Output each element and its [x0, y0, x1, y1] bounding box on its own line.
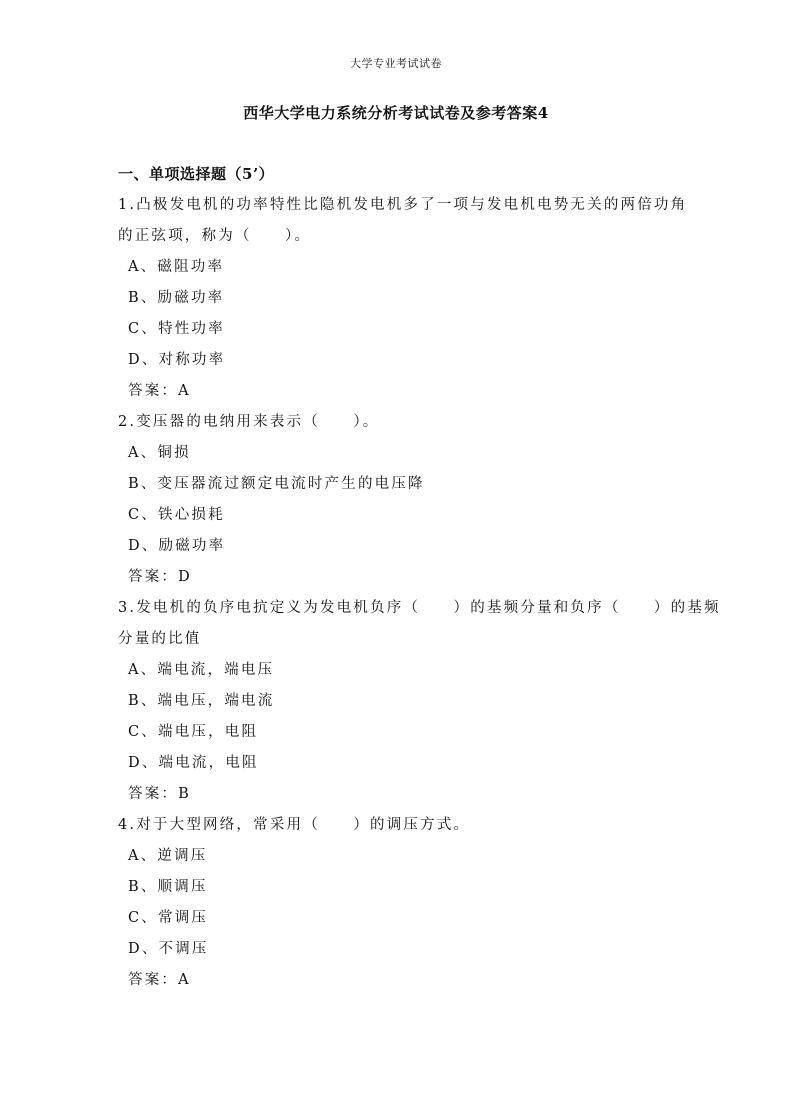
option-c: C、铁心损耗: [128, 507, 225, 523]
option-a: A、铜损: [128, 445, 191, 461]
running-header: 大学专业考试试卷: [350, 57, 442, 70]
option-c: C、端电压，电阻: [128, 724, 259, 740]
exam-content: [118, 162, 721, 999]
option-d: D、对称功率: [128, 352, 226, 368]
question-2: [118, 410, 678, 596]
answer: 答案：A: [128, 972, 191, 988]
option-d: D、不调压: [128, 941, 209, 957]
option-c: C、特性功率: [128, 321, 225, 337]
option-c: C、常调压: [128, 910, 209, 926]
question-4: [118, 813, 678, 999]
question-stem-line: 2.变压器的电纳用来表示（ ）。: [118, 414, 380, 430]
answer: 答案：B: [128, 786, 191, 802]
option-a: A、逆调压: [128, 848, 208, 864]
question-stem-line: 的正弦项，称为（ ）。: [118, 228, 312, 244]
section-heading: 一、单项选择题（5’）: [118, 165, 275, 183]
document-title: 西华大学电力系统分析考试试卷及参考答案4: [243, 104, 549, 122]
option-b: B、端电压，端电流: [128, 693, 275, 709]
option-a: A、磁阻功率: [128, 259, 225, 275]
question-1: [118, 193, 688, 410]
question-stem-line: 4.对于大型网络，常采用（ ）的调压方式。: [118, 817, 471, 833]
answer: 答案：D: [128, 569, 192, 585]
option-b: B、顺调压: [128, 879, 208, 895]
answer: 答案：A: [128, 383, 191, 399]
question-3: [118, 596, 721, 813]
question-stem-line: 分量的比值: [118, 631, 202, 647]
question-stem-line: 3.发电机的负序电抗定义为发电机负序（ ）的基频分量和负序（ ）的基频: [118, 600, 721, 616]
question-stem-line: 1.凸极发电机的功率特性比隐机发电机多了一项与发电机电势无关的两倍功角: [118, 197, 688, 213]
option-d: D、端电流，电阻: [128, 755, 259, 771]
option-d: D、励磁功率: [128, 538, 226, 554]
option-b: B、励磁功率: [128, 290, 225, 306]
option-a: A、端电流，端电压: [128, 662, 275, 678]
option-b: B、变压器流过额定电流时产生的电压降: [128, 476, 425, 492]
